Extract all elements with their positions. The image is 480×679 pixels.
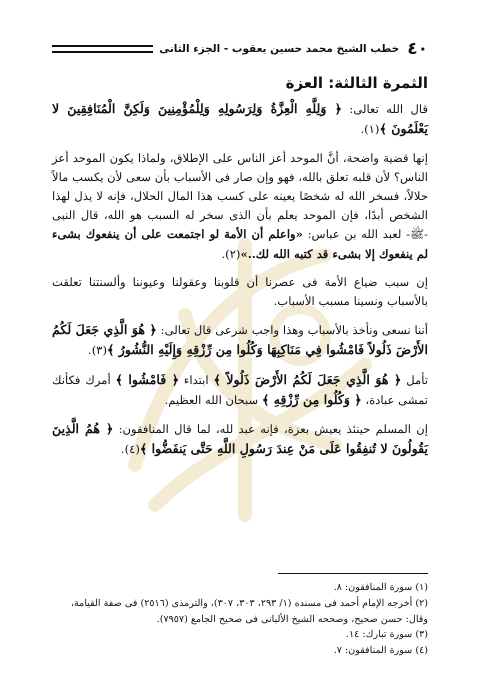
paragraph-text: قال الله تعالى:: [341, 102, 428, 117]
paragraph-6: [52, 419, 428, 459]
page-body: [52, 74, 428, 468]
quran-verse: ﴿ وَلِلَّهِ الْعِزَّةُ وَلِرَسُولِهِ وَلِلْمُؤْمِنِينَ وَلَكِنَّ الْمُنَافِقِينَ لا يَعْلَمُونَ ﴾: [52, 101, 428, 137]
quran-verse: ﴿ فَامْشُوا ﴾: [115, 371, 180, 387]
quran-verse: ﴿ وَكُلُوا مِن رِّزْقِهِ ﴾: [261, 391, 362, 407]
page-header: [52, 38, 428, 60]
paragraph-1: [52, 99, 428, 139]
paragraph-text: إنها قضية واضحة، أنَّ الموحد أعز الناس على الإطلاق، ولماذا يكون الموحد أعز الناس؟ لأن قلبه تعلق بالله، فهو وإن صار فى الأسباب بأن سعى لأن يكسب مالاً حلالاً، فسخر الله له شخصًا يعينه على كسب هذا المال الحلال، فإنه لا يذل لهذا الشخص أبدًا، فإن الموحد يعلم بأن الذى سخر له السبب هو الله، قال النبى -ﷺ- لعبد الله بن عباس:: [52, 150, 429, 242]
section-title: الثمرة الثالثة: العزة: [285, 74, 428, 92]
footnote-item: (٢) أخرجه الإمام أحمد فى مسنده (١/ ٢٩٣، ٣٠٣، ٣٠٧)، والترمذى (٢٥١٦) فى صفة القيامة، وقال: حسن صحيح، وصححه الشيخ الألبانى فى صحيح الجامع (٧٩٥٧).: [70, 597, 428, 625]
quran-verse: ﴿ هُوَ الَّذِي جَعَلَ لَكُمُ الأَرْضَ ذَلُولاً ﴾: [213, 371, 402, 387]
paragraph-5: [52, 370, 428, 410]
running-title: خطب الشيخ محمد حسين يعقوب - الجزء الثانى: [159, 43, 400, 55]
paragraph-text: تأمل: [401, 372, 428, 387]
hadith-quote: «واعلم أن الأمة لو اجتمعت على أن ينفعوك بشىء لم ينفعوك إلا بشىء قد كتبه الله لك..»: [52, 227, 428, 261]
footnotes: [52, 580, 428, 659]
footnote-item: (١) سورة المنافقون: ٨.: [333, 582, 428, 593]
paragraph-4: [52, 320, 428, 360]
paragraph-text: أمرك فكأنك تمشى عبادة،: [52, 372, 428, 407]
quran-verse: ﴿ هُوَ الَّذِي جَعَلَ لَكُمُ الأَرْضَ ذَلُولاً فَامْشُوا فِي مَنَاكِبِهَا وَكُلُوا مِن رِّزْقِهِ وَإِلَيْهِ النُّشُورُ ﴾: [52, 322, 428, 358]
paragraph-3: [52, 273, 428, 311]
quran-verse: ﴿ هُمُ الَّذِينَ يَقُولُونَ لا تُنفِقُوا عَلَى مَنْ عِندَ رَسُولِ اللَّهِ حَتَّى يَنفَضُّوا ﴾: [52, 421, 428, 457]
paragraph-2: [52, 149, 428, 264]
footnote-ref: (١).: [360, 122, 380, 137]
paragraph-text: ابتداء: [179, 372, 214, 387]
footnote-ref: (٤).: [120, 442, 140, 457]
footnote-item: (٤) سورة المنافقون: ٧.: [333, 645, 428, 657]
page-number: ٤٠: [407, 39, 428, 59]
footnote-ref: (٢).: [221, 246, 241, 261]
footnote-item: (٣) سورة تبارك: ١٤.: [345, 629, 428, 641]
paragraph-text: سبحان الله العظيم.: [164, 392, 262, 407]
paragraph-text: أننا نسعى ونأخذ بالأسباب وهذا واجب شرعى قال تعالى:: [156, 323, 428, 338]
paragraph-text: إن المسلم حينئذ يعيش بعزة، فإنه عبد لله، لما قال المنافقون:: [113, 422, 428, 437]
header-rule: [52, 45, 153, 53]
paragraph-text: إن سبب ضياع الأمة فى عصرنا أن قلوبنا وعقولنا وعيوننا وألسنتنا تعلقت بالأسباب ونسينا مسبب الأسباب.: [52, 274, 428, 309]
footnote-divider: [278, 573, 428, 574]
footnote-ref: (٣).: [88, 343, 108, 358]
